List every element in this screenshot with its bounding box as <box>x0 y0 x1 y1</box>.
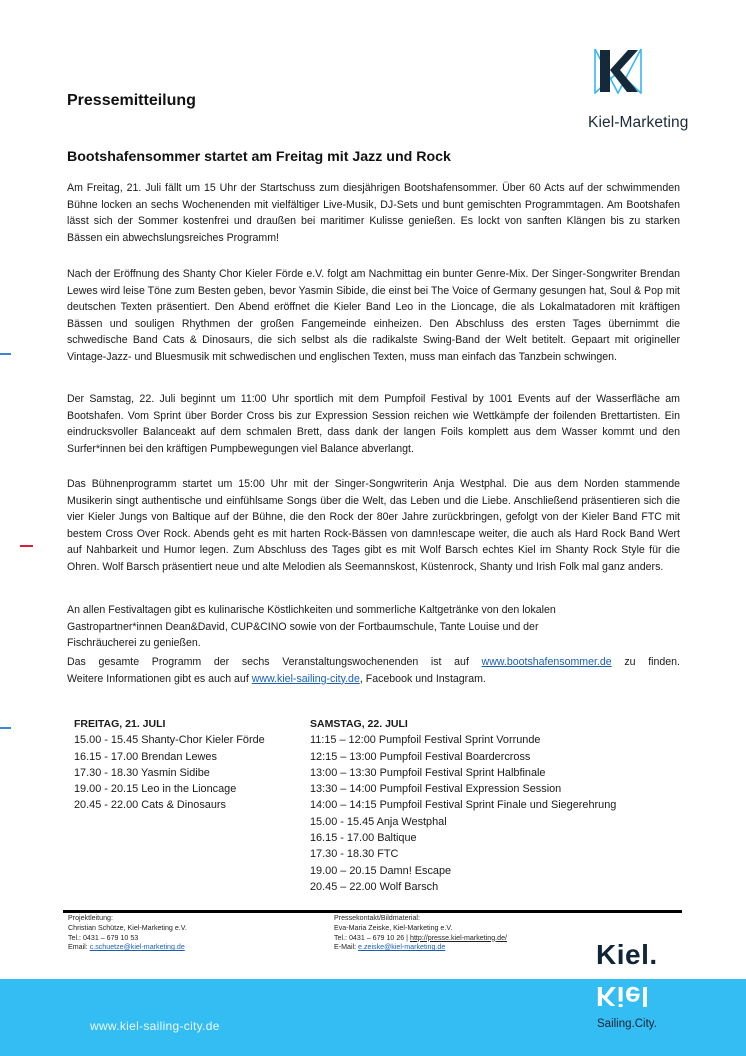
schedule-item: 13:00 – 13:30 Pumpfoil Festival Sprint Halbfinale <box>310 766 546 779</box>
schedule-item: 13:30 – 14:00 Pumpfoil Festival Expression Session <box>310 783 562 796</box>
contact-label: Pressekontakt/Bildmaterial: <box>334 914 420 922</box>
kiel-logo-tagline: Sailing.City. <box>597 1018 657 1030</box>
schedule-day-heading: SAMSTAG, 22. JULI <box>310 718 408 730</box>
contact-name: Eva-Maria Zeiske, Kiel-Marketing e.V. <box>334 923 453 932</box>
program-info-text: zu finden. <box>611 656 680 668</box>
contact-label: Projektleitung: <box>68 914 113 922</box>
margin-mark-red <box>20 545 33 547</box>
contact-email-link[interactable]: e.zeiske@kiel-marketing.de <box>358 943 446 952</box>
schedule-saturday <box>310 716 616 895</box>
contact-project-lead <box>68 914 187 953</box>
footer-url: www.kiel-sailing-city.de <box>90 1019 220 1033</box>
schedule-item: 19.00 – 20.15 Damn! Escape <box>310 864 452 877</box>
schedule-item: 16.15 - 17.00 Brendan Lewes <box>74 750 217 763</box>
contact-phone: Tel.: 0431 – 679 10 26 | <box>334 933 410 942</box>
gastronomy-line: Fischräucherei zu genießen. <box>67 637 201 650</box>
schedule-day-heading: FREITAG, 21. JULI <box>74 718 166 730</box>
kiel-sailing-city-logo-word: Kiel. <box>596 939 658 970</box>
gastronomy-line: Gastropartner*innen Dean&David, CUP&CINO sowie von der Fortbaumschule, Tante Louise und der <box>67 620 539 633</box>
headline: Bootshafensommer startet am Freitag mit Jazz und Rock <box>67 149 451 165</box>
program-info-text: Weitere Informationen gibt es auch auf <box>67 672 252 685</box>
schedule-item: 20.45 – 22.00 Wolf Barsch <box>310 880 439 893</box>
paragraph-gastronomy <box>67 602 680 652</box>
schedule-item: 15.00 - 15.45 Shanty-Chor Kieler Förde <box>74 734 265 747</box>
contact-press <box>334 914 507 953</box>
paragraph-intro: Am Freitag, 21. Juli fällt um 15 Uhr der Startschuss zum diesjährigen Bootshafensommer. Über 60 Acts auf der schwimmenden Bühne locken an sechs Wochenenden mit vielfältiger Live-Musik, DJ-Sets und bunt gemischten Programmtagen. Am Bootshafen lässt sich der Sommer kostenfrei und draußen bei maritimer Kulisse genießen. Es lockt von sanften Klängen bis zu starken Bässen ein abwechslungsreiches Programm! <box>67 182 680 244</box>
paragraph-saturday: Der Samstag, 22. Juli beginnt um 11:00 Uhr sportlich mit dem Pumpfoil Festival by 1001 Events auf der Wasserfläche am Bootshafen. Vom Sprint über Border Cross bis zur Expression Session reichen wie Wettkämpfe der foilenden Brettartisten. Ein eindrucksvoller Balanceakt auf dem schmalen Brett, dass dank der langen Foils komplett aus dem Wasser kommt und den Surfer*innen bei den kräftigen Pumpbewegungen viel Balance abverlangt. <box>67 393 680 455</box>
schedule-item: 14:00 – 14:15 Pumpfoil Festival Sprint Finale und Siegerehrung <box>310 799 617 812</box>
schedule-item: 17.30 - 18.30 Yasmin Sidibe <box>74 766 210 779</box>
schedule-item: 12:15 – 13:00 Pumpfoil Festival Boardercross <box>310 750 531 763</box>
press-website-link[interactable]: http://presse.kiel-marketing.de/ <box>410 933 507 942</box>
gastronomy-line: An allen Festivaltagen gibt es kulinarische Köstlichkeiten und sommerliche Kaltgetränke von den lokalen <box>67 604 556 616</box>
contact-email-label: E-Mail: <box>334 943 359 952</box>
paragraph-stage-program: Das Bühnenprogramm startet um 15:00 Uhr mit der Singer-Songwriterin Anja Westphal. Die aus dem Norden stammende Musikerin singt authentische und einfühlsame Songs über die Welt, das Leben und die Liebe. Anschließend präsentieren sich die vier Kieler Jungs von Baltique auf der Bühne, die den Rock der 80er Jahre zurückbringen, gefolgt von der Kieler Band FTC mit bestem Cross Over Rock. Abends geht es mit harten Rock-Bässen von damn!escape weiter, die auch als Hard Rock Band Wert auf Nahbarkeit und Humor legen. Zum Abschluss des Tages gibt es mit Wolf Barsch echtes Kiel im Shanty Rock Style für die Ohren. Wolf Barsch präsentiert neue und alte Melodien als Seemannskost, Küstenrock, Shanty und Irish Folk mal ganz anders. <box>67 478 680 573</box>
schedule-item: 20.45 - 22.00 Cats & Dinosaurs <box>74 799 226 812</box>
kiel-logo-reflection: Kiel <box>596 981 650 1012</box>
contact-name: Christian Schütze, Kiel-Marketing e.V. <box>68 923 187 932</box>
margin-mark-blue <box>0 353 11 355</box>
paragraph-program-info <box>67 654 680 687</box>
schedule-item: 16.15 - 17.00 Baltique <box>310 832 417 845</box>
paragraph-friday: Nach der Eröffnung des Shanty Chor Kieler Förde e.V. folgt am Nachmittag ein bunter Genre-Mix. Der Singer-Songwriter Brendan Lewes wird leise Töne zum Besten geben, bevor Yasmin Sibide, die einst bei The Voice of Germany gesungen hat, Soul & Pop mit deutschen Texten präsentiert. Den Abend eröffnet die Kieler Band Leo in the Lioncage, die als Lokalmatadoren mit kräftigen Bässen und souligen Rhythmen der großen Fangemeinde einheizen. Den Abschluss des ersten Tages übernimmt die schwedische Band Cats & Dinosaurs, die sich selbst als die radikalste Swing-Band der Welt betitelt. Gepaart mit origineller Vintage-Jazz- und Bluesmusik mit schwedischen und englischen Texten, muss man einfach das Tanzbein schwingen. <box>67 268 680 363</box>
margin-mark-blue <box>0 727 11 729</box>
contact-email-label: Email: <box>68 943 90 952</box>
schedule-item: 15.00 - 15.45 Anja Westphal <box>310 815 447 828</box>
schedule-item: 17.30 - 18.30 FTC <box>310 848 399 861</box>
program-info-text: Das gesamte Programm der sechs Veranstaltungswochenenden ist auf <box>67 656 482 668</box>
kiel-marketing-logo-icon <box>594 48 642 94</box>
contact-email-link[interactable]: c.schuetze@kiel-marketing.de <box>89 943 185 952</box>
schedule-friday <box>74 716 265 814</box>
logo-wordmark: Kiel-Marketing <box>588 114 689 131</box>
contact-phone: Tel.: 0431 – 679 10 53 <box>68 933 139 942</box>
schedule-item: 19.00 - 20.15 Leo in the Lioncage <box>74 783 237 796</box>
footer-divider <box>63 910 682 913</box>
bootshafensommer-link[interactable]: www.bootshafensommer.de <box>481 656 612 668</box>
program-info-text: , Facebook und Instagram. <box>359 672 486 685</box>
schedule-item: 11:15 – 12:00 Pumpfoil Festival Sprint Vorrunde <box>310 734 541 747</box>
press-release-label: Pressemitteilung <box>67 92 196 109</box>
kiel-sailing-city-link[interactable]: www.kiel-sailing-city.de <box>251 672 360 685</box>
